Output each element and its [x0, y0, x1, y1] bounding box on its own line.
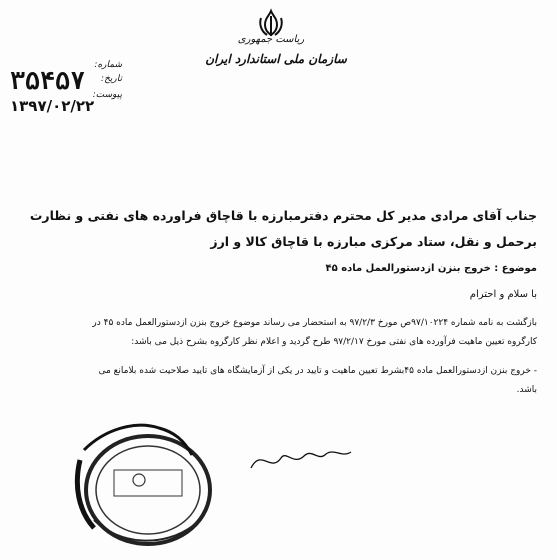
bullet-line-1: - خروج بنزن ازدستورالعمل ماده ۴۵بشرط تعیین ماهیت و تایید در یکی از آزمایشگاه های تایید صلاحیت شده بلامانع می: [98, 366, 537, 376]
official-stamp: [64, 410, 224, 560]
org-line-standards: سازمان ملی استاندارد ایران: [205, 52, 347, 66]
greeting: با سلام و احترام: [469, 289, 537, 300]
registration-number: ۳۵۴۵۷: [10, 66, 86, 95]
attachment-label: پیوست:: [92, 90, 122, 100]
signature: [246, 438, 356, 478]
number-label: شماره:: [94, 60, 122, 70]
addressee-line-1: جناب آقای مرادی مدیر کل محترم دفترمبارزه با قاچاق فراورده های نفتی و نظارت: [29, 208, 537, 223]
bullet-line-2: باشد.: [516, 385, 537, 395]
org-line-presidency: ریاست جمهوری: [237, 34, 305, 45]
body-line-1: بازگشت به نامه شماره ۹۷/۱۰۲۲۴ص مورخ ۹۷/۲/۳ به استحضار می رساند موضوع خروج بنزن ازدستورالعمل ماده ۴۵ در: [92, 318, 537, 328]
body-line-2: کارگروه تعیین ماهیت فرآورده های نفتی مورخ ۹۷/۲/۱۷ طرح گردید و اعلام نظر کارگروه بشرح ذیل می باشد:: [131, 337, 537, 347]
date-label: تاریخ:: [101, 74, 122, 84]
addressee-line-2: برحمل و نقل، ستاد مرکزی مبارزه با قاچاق کالا و ارز: [210, 234, 537, 249]
subject-line: موضوع : خروج بنزن ازدستورالعمل ماده ۴۵: [325, 263, 537, 274]
registration-date: ۱۳۹۷/۰۲/۲۲: [10, 97, 95, 115]
